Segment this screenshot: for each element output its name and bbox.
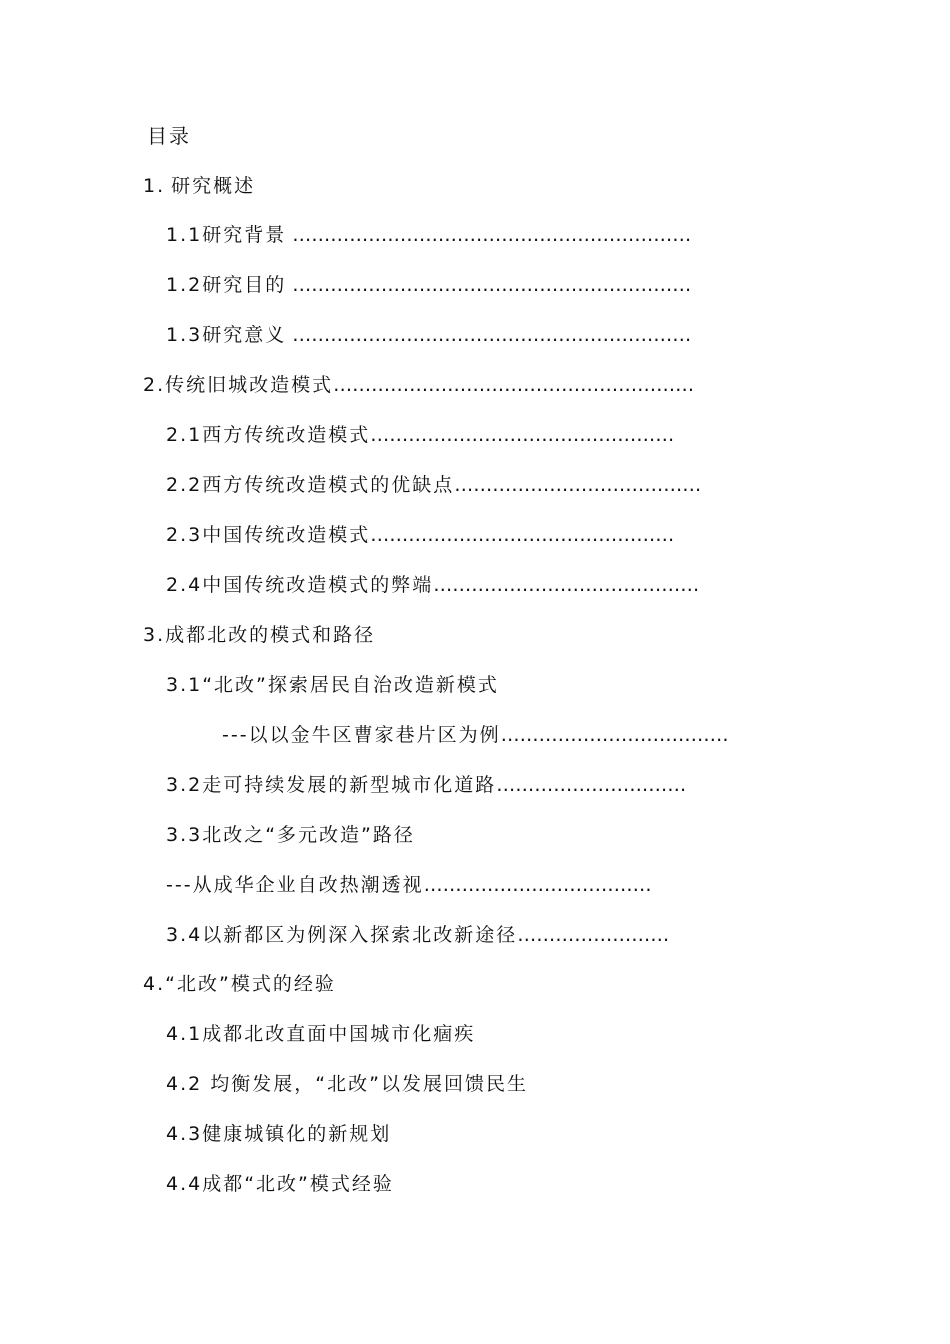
toc-entry-3-1 (166, 671, 499, 699)
toc-entry-2-2 (166, 471, 701, 499)
toc-entry-1-3 (166, 321, 691, 349)
toc-entry-text: 成都“北改”模式经验 (202, 1173, 394, 1195)
toc-entry-number: 3.4 (166, 924, 203, 946)
toc-entry-text: 健康城镇化的新规划 (202, 1123, 392, 1145)
toc-entry-number: 2.2 (166, 474, 203, 496)
toc-entry-text: 走可持续发展的新型城市化道路 (202, 774, 497, 796)
toc-entry-number: 3. (143, 624, 166, 646)
toc-entry-3 (143, 621, 375, 649)
toc-entry-number: 2.3 (166, 524, 203, 546)
toc-entry-3-2 (166, 771, 686, 799)
toc-entry-2 (143, 371, 694, 399)
toc-entry-text: ---从成华企业自改热潮透视 (166, 874, 424, 896)
toc-entry-2-4 (166, 571, 699, 599)
toc-entry-text: 研究概述 (171, 175, 256, 197)
toc-entry-2-3 (166, 521, 674, 549)
toc-entry-1 (143, 172, 255, 200)
toc-entry-2-1 (166, 421, 674, 449)
toc-entry-text: 研究意义 (202, 324, 287, 346)
toc-entry-dots: ………………………………………… (370, 524, 675, 546)
toc-entry-number: 4.4 (166, 1173, 203, 1195)
toc-entry-text: 研究目的 (202, 274, 287, 296)
toc-entry-dots: …………………………………… (433, 574, 700, 596)
toc-entry-number: 1.3 (166, 324, 203, 346)
toc-entry-4 (143, 970, 336, 998)
toc-entry-text: 研究背景 (202, 224, 287, 246)
toc-entry-text: 以新都区为例深入探索北改新途径 (202, 924, 518, 946)
toc-entry-text: 均衡发展，“北改”以发展回馈民生 (202, 1073, 528, 1095)
toc-entry-text: 西方传统改造模式 (202, 424, 371, 446)
toc-entry-3-3-subtitle (166, 871, 652, 899)
toc-entry-text: 中国传统改造模式 (202, 524, 371, 546)
toc-entry-dots: ……………………………… (500, 724, 729, 746)
toc-entry-1-2 (166, 271, 691, 299)
toc-entry-dots: ………………………… (496, 774, 687, 796)
toc-entry-number: 1.2 (166, 274, 203, 296)
toc-entry-number: 4. (143, 973, 166, 995)
toc-entry-4-1 (166, 1020, 475, 1048)
toc-entry-text: 传统旧城改造模式 (165, 374, 334, 396)
toc-entry-number: 4.2 (166, 1073, 203, 1095)
toc-entry-number: 4.1 (166, 1023, 203, 1045)
toc-entry-text: “北改”模式的经验 (165, 973, 336, 995)
toc-entry-number: 3.1 (166, 674, 203, 696)
toc-entry-number: 4.3 (166, 1123, 203, 1145)
toc-entry-number: 3.2 (166, 774, 203, 796)
toc-entry-3-4 (166, 921, 669, 949)
toc-entry-text: 成都北改的模式和路径 (165, 624, 376, 646)
toc-entry-number: 3.3 (166, 824, 203, 846)
toc-entry-dots: ……………………………………………………… (286, 324, 692, 346)
toc-entry-1-1 (166, 221, 691, 249)
toc-entry-dots: ……………………………………………………… (286, 224, 692, 246)
toc-entry-dots: ………………………………… (454, 474, 702, 496)
toc-title: 目录 (147, 124, 191, 148)
toc-entry-3-3 (166, 821, 415, 849)
toc-entry-dots: ………………………………………… (370, 424, 675, 446)
toc-entry-4-4 (166, 1170, 394, 1198)
toc-entry-text: ---以以金牛区曹家巷片区为例 (222, 724, 501, 746)
toc-entry-dots: …………………… (517, 924, 670, 946)
toc-entry-text: 西方传统改造模式的优缺点 (202, 474, 455, 496)
toc-entry-4-2 (166, 1070, 528, 1098)
toc-entry-dots: ……………………………… (423, 874, 652, 896)
toc-entry-dots: ……………………………………………………… (286, 274, 692, 296)
toc-entry-number: 2.1 (166, 424, 203, 446)
toc-entry-text: 中国传统改造模式的弊端 (202, 574, 434, 596)
toc-entry-text: 北改之“多元改造”路径 (202, 824, 415, 846)
toc-entry-3-1-subtitle (222, 721, 729, 749)
toc-entry-number: 1.1 (166, 224, 203, 246)
toc-entry-text: 成都北改直面中国城市化痼疾 (202, 1023, 476, 1045)
toc-entry-4-3 (166, 1120, 391, 1148)
toc-entry-number: 1. (143, 175, 166, 197)
toc-entry-text: “北改”探索居民自治改造新模式 (202, 674, 499, 696)
toc-entry-number: 2.4 (166, 574, 203, 596)
toc-entry-number: 2. (143, 374, 166, 396)
toc-entry-dots: ………………………………………………… (333, 374, 695, 396)
